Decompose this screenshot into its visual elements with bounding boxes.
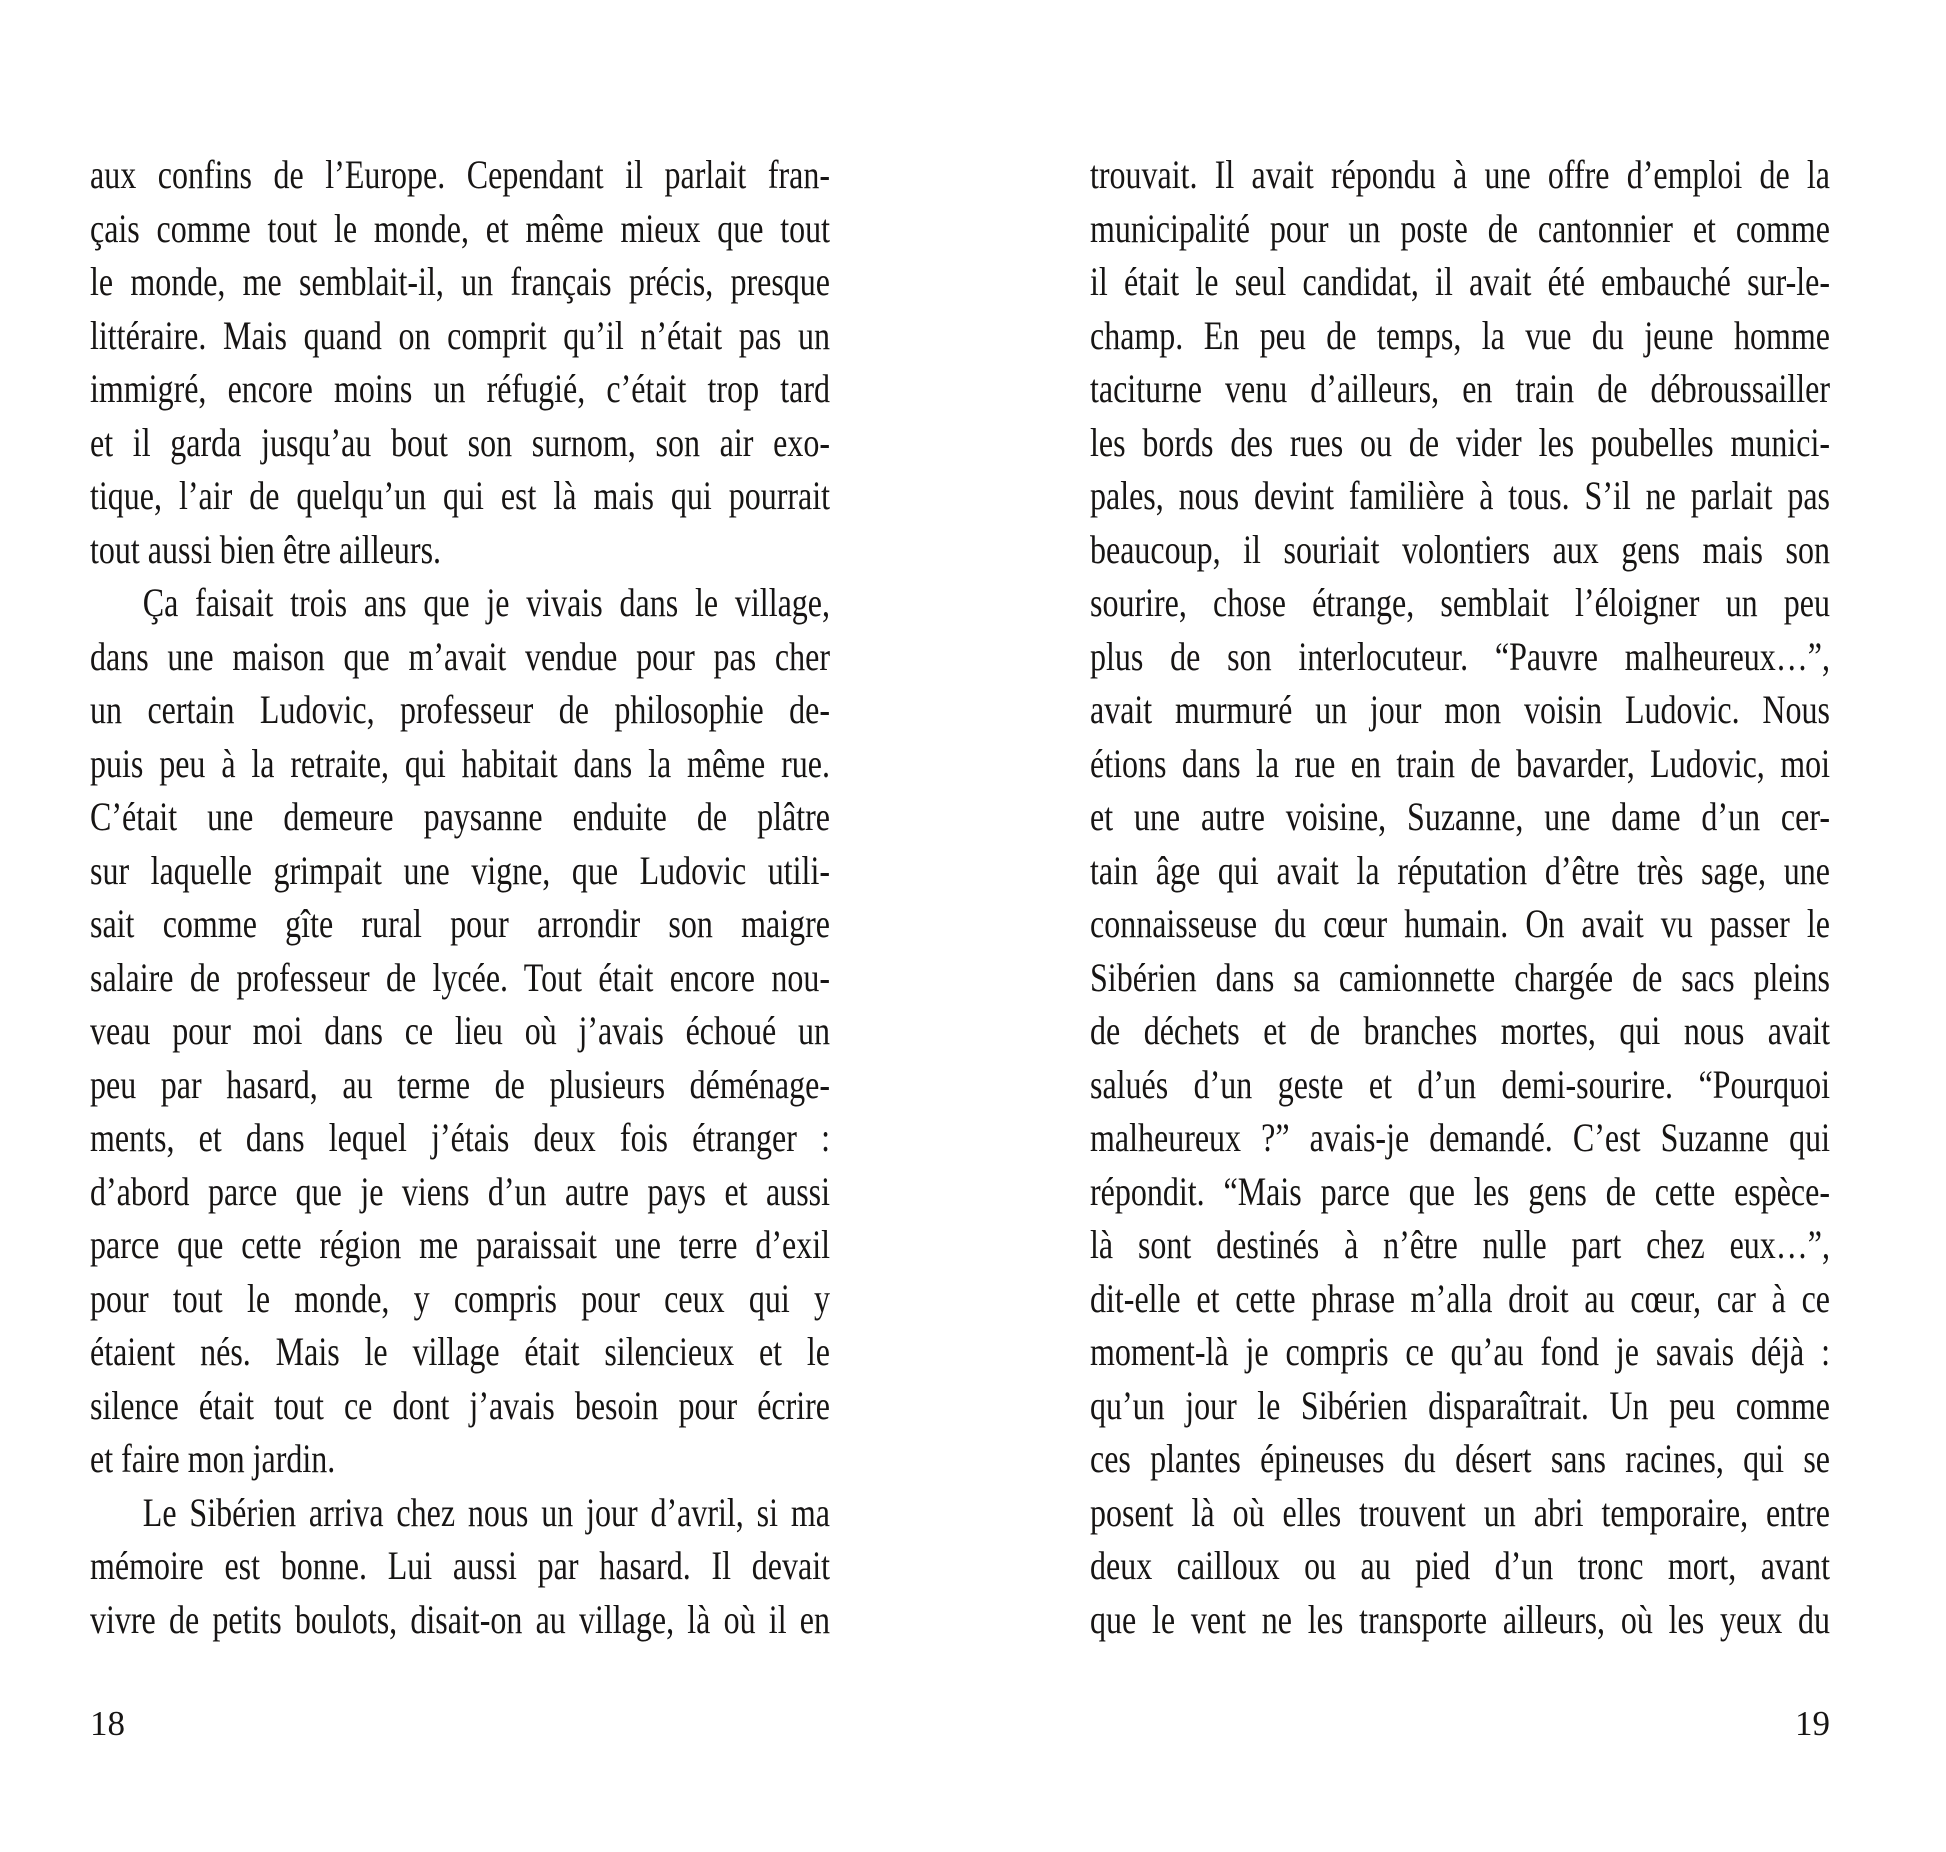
text-line: puis peu à la retraite, qui habitait dans la même rue. bbox=[90, 740, 830, 786]
text-line: posent là où elles trouvent un abri temporaire, entre bbox=[1090, 1489, 1830, 1535]
text-line: salués d’un geste et d’un demi-sourire. “Pourquoi bbox=[1090, 1061, 1830, 1107]
text-line: pour tout le monde, y compris pour ceux qui y bbox=[90, 1275, 830, 1321]
text-line: tique, l’air de quelqu’un qui est là mais qui pourrait bbox=[90, 473, 830, 518]
text-line: sait comme gîte rural pour arrondir son maigre bbox=[90, 901, 830, 946]
text-line: immigré, encore moins un réfugié, c’était trop tard bbox=[90, 366, 830, 411]
page-left-number: 18 bbox=[90, 1704, 125, 1743]
text-line: un certain Ludovic, professeur de philosophie de- bbox=[90, 687, 830, 732]
page-left-textblock bbox=[90, 148, 830, 1646]
text-line: avait murmuré un jour mon voisin Ludovic. Nous bbox=[1090, 687, 1830, 732]
text-line: littéraire. Mais quand on comprit qu’il n’était pas un bbox=[90, 312, 830, 358]
text-line: sourire, chose étrange, semblait l’éloigner un peu bbox=[1090, 580, 1830, 625]
text-line: répondit. “Mais parce que les gens de cette espèce- bbox=[1090, 1168, 1830, 1214]
text-line: ments, et dans lequel j’étais deux fois étranger : bbox=[90, 1115, 830, 1160]
text-line: mémoire est bonne. Lui aussi par hasard. Il devait bbox=[90, 1543, 830, 1588]
text-line: silence était tout ce dont j’avais besoin pour écrire bbox=[90, 1382, 830, 1428]
text-line: trouvait. Il avait répondu à une offre d’emploi de la bbox=[1090, 152, 1830, 197]
text-line: deux cailloux ou au pied d’un tronc mort, avant bbox=[1090, 1543, 1830, 1588]
text-line: d’abord parce que je viens d’un autre pays et aussi bbox=[90, 1168, 830, 1214]
text-line: municipalité pour un poste de cantonnier et comme bbox=[1090, 205, 1830, 251]
text-line: beaucoup, il souriait volontiers aux gens mais son bbox=[1090, 526, 1830, 572]
text-line: çais comme tout le monde, et même mieux que tout bbox=[90, 205, 830, 251]
text-line: peu par hasard, au terme de plusieurs déménage- bbox=[90, 1061, 830, 1107]
text-line: malheureux ?” avais-je demandé. C’est Suzanne qui bbox=[1090, 1115, 1830, 1160]
text-line: moment-là je compris ce qu’au fond je savais déjà : bbox=[1090, 1329, 1830, 1374]
text-line: parce que cette région me paraissait une terre d’exil bbox=[90, 1222, 830, 1267]
text-line: que le vent ne les transporte ailleurs, où les yeux du bbox=[1090, 1596, 1830, 1642]
text-line: dit-elle et cette phrase m’alla droit au cœur, car à ce bbox=[1090, 1275, 1830, 1321]
text-line: aux confins de l’Europe. Cependant il parlait fran- bbox=[90, 152, 830, 197]
text-line: Le Sibérien arriva chez nous un jour d’avril, si ma bbox=[142, 1489, 831, 1535]
text-line: là sont destinés à n’être nulle part chez eux…”, bbox=[1090, 1222, 1830, 1267]
text-line: connaisseuse du cœur humain. On avait vu passer le bbox=[1090, 901, 1830, 946]
text-line: Ça faisait trois ans que je vivais dans le village, bbox=[142, 580, 831, 625]
text-line: veau pour moi dans ce lieu où j’avais échoué un bbox=[90, 1008, 830, 1053]
page-right-textblock bbox=[1090, 148, 1830, 1646]
text-line: de déchets et de branches mortes, qui nous avait bbox=[1090, 1008, 1830, 1053]
text-line: qu’un jour le Sibérien disparaîtrait. Un peu comme bbox=[1090, 1382, 1830, 1428]
text-line: salaire de professeur de lycée. Tout était encore nou- bbox=[90, 954, 830, 1000]
text-line: et faire mon jardin. bbox=[90, 1436, 336, 1481]
text-line: sur laquelle grimpait une vigne, que Ludovic utili- bbox=[90, 847, 830, 893]
text-line: les bords des rues ou de vider les poubelles munici- bbox=[1090, 419, 1830, 465]
text-line: tain âge qui avait la réputation d’être très sage, une bbox=[1090, 847, 1830, 893]
text-line: pales, nous devint familière à tous. S’il ne parlait pas bbox=[1090, 473, 1830, 518]
text-line: étaient nés. Mais le village était silencieux et le bbox=[90, 1329, 830, 1374]
text-line: le monde, me semblait-il, un français précis, presque bbox=[90, 259, 830, 304]
text-line: plus de son interlocuteur. “Pauvre malheureux…”, bbox=[1090, 633, 1830, 679]
text-line: étions dans la rue en train de bavarder, Ludovic, moi bbox=[1090, 740, 1830, 786]
text-line: taciturne venu d’ailleurs, en train de débroussailler bbox=[1090, 366, 1830, 411]
text-line: il était le seul candidat, il avait été embauché sur-le- bbox=[1090, 259, 1830, 304]
text-line: et une autre voisine, Suzanne, une dame d’un cer- bbox=[1090, 794, 1830, 839]
page-right-number: 19 bbox=[1795, 1704, 1830, 1743]
text-line: tout aussi bien être ailleurs. bbox=[90, 526, 442, 572]
text-line: C’était une demeure paysanne enduite de plâtre bbox=[90, 794, 830, 839]
text-line: dans une maison que m’avait vendue pour pas cher bbox=[90, 633, 830, 679]
text-line: et il garda jusqu’au bout son surnom, son air exo- bbox=[90, 419, 830, 465]
text-line: champ. En peu de temps, la vue du jeune homme bbox=[1090, 312, 1830, 358]
text-line: ces plantes épineuses du désert sans racines, qui se bbox=[1090, 1436, 1830, 1481]
text-line: vivre de petits boulots, disait-on au village, là où il en bbox=[90, 1596, 830, 1642]
text-line: Sibérien dans sa camionnette chargée de sacs pleins bbox=[1090, 954, 1830, 1000]
